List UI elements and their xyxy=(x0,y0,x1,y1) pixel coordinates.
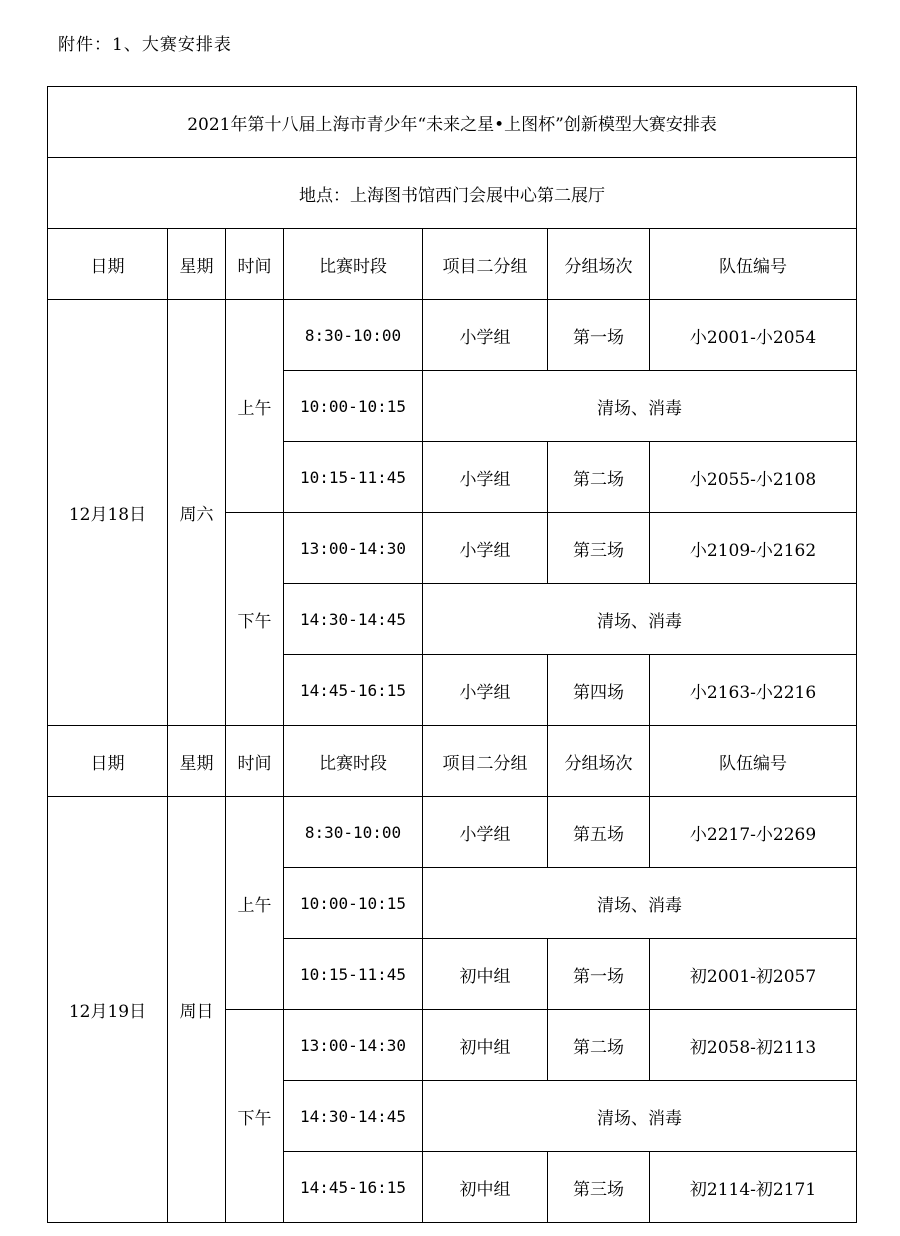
slot-cell: 13:00-14:30 xyxy=(284,513,423,584)
slot-cell: 10:15-11:45 xyxy=(284,939,423,1010)
slot-cell: 10:00-10:15 xyxy=(284,868,423,939)
am-label: 上午 xyxy=(226,797,284,1010)
teams-cell: 小2109-小2162 xyxy=(650,513,857,584)
session-cell: 第二场 xyxy=(548,1010,650,1081)
header-session: 分组场次 xyxy=(548,726,650,797)
group-cell: 小学组 xyxy=(423,300,548,371)
header-teams: 队伍编号 xyxy=(650,229,857,300)
pm-label: 下午 xyxy=(226,1010,284,1223)
session-cell: 第一场 xyxy=(548,939,650,1010)
venue-row xyxy=(48,158,857,229)
teams-cell: 小2217-小2269 xyxy=(650,797,857,868)
header-slot: 比赛时段 xyxy=(284,726,423,797)
header-group: 项目二分组 xyxy=(423,229,548,300)
group-cell: 小学组 xyxy=(423,797,548,868)
header-time: 时间 xyxy=(226,229,284,300)
title-row xyxy=(48,87,857,158)
schedule-table xyxy=(47,86,857,1223)
teams-cell: 小2001-小2054 xyxy=(650,300,857,371)
header-date: 日期 xyxy=(48,229,168,300)
date-cell: 12月19日 xyxy=(48,797,168,1223)
cleaning-note: 清场、消毒 xyxy=(423,584,857,655)
teams-cell: 初2058-初2113 xyxy=(650,1010,857,1081)
session-cell: 第一场 xyxy=(548,300,650,371)
teams-cell: 初2114-初2171 xyxy=(650,1152,857,1223)
group-cell: 小学组 xyxy=(423,655,548,726)
header-weekday: 星期 xyxy=(168,726,226,797)
header-slot: 比赛时段 xyxy=(284,229,423,300)
pm-label: 下午 xyxy=(226,513,284,726)
slot-cell: 8:30-10:00 xyxy=(284,797,423,868)
group-cell: 小学组 xyxy=(423,442,548,513)
attachment-label: 附件：1、大赛安排表 xyxy=(58,35,232,55)
header-date: 日期 xyxy=(48,726,168,797)
header-weekday: 星期 xyxy=(168,229,226,300)
session-cell: 第二场 xyxy=(548,442,650,513)
date-cell: 12月18日 xyxy=(48,300,168,726)
slot-cell: 14:45-16:15 xyxy=(284,655,423,726)
page-title: 2021年第十八届上海市青少年“未来之星•上图杯”创新模型大赛安排表 xyxy=(48,87,857,158)
table-row xyxy=(48,797,857,868)
table-header-row xyxy=(48,229,857,300)
teams-cell: 初2001-初2057 xyxy=(650,939,857,1010)
session-cell: 第三场 xyxy=(548,513,650,584)
group-cell: 初中组 xyxy=(423,939,548,1010)
group-cell: 初中组 xyxy=(423,1010,548,1081)
slot-cell: 14:45-16:15 xyxy=(284,1152,423,1223)
slot-cell: 8:30-10:00 xyxy=(284,300,423,371)
slot-cell: 14:30-14:45 xyxy=(284,1081,423,1152)
slot-cell: 14:30-14:45 xyxy=(284,584,423,655)
table-header-row xyxy=(48,726,857,797)
header-teams: 队伍编号 xyxy=(650,726,857,797)
header-group: 项目二分组 xyxy=(423,726,548,797)
weekday-cell: 周日 xyxy=(168,797,226,1223)
slot-cell: 13:00-14:30 xyxy=(284,1010,423,1081)
venue-text: 地点：上海图书馆西门会展中心第二展厅 xyxy=(48,158,857,229)
group-cell: 小学组 xyxy=(423,513,548,584)
am-label: 上午 xyxy=(226,300,284,513)
session-cell: 第三场 xyxy=(548,1152,650,1223)
slot-cell: 10:15-11:45 xyxy=(284,442,423,513)
session-cell: 第四场 xyxy=(548,655,650,726)
header-session: 分组场次 xyxy=(548,229,650,300)
cleaning-note: 清场、消毒 xyxy=(423,868,857,939)
group-cell: 初中组 xyxy=(423,1152,548,1223)
teams-cell: 小2163-小2216 xyxy=(650,655,857,726)
weekday-cell: 周六 xyxy=(168,300,226,726)
cleaning-note: 清场、消毒 xyxy=(423,371,857,442)
table-row xyxy=(48,300,857,371)
header-time: 时间 xyxy=(226,726,284,797)
teams-cell: 小2055-小2108 xyxy=(650,442,857,513)
session-cell: 第五场 xyxy=(548,797,650,868)
slot-cell: 10:00-10:15 xyxy=(284,371,423,442)
cleaning-note: 清场、消毒 xyxy=(423,1081,857,1152)
